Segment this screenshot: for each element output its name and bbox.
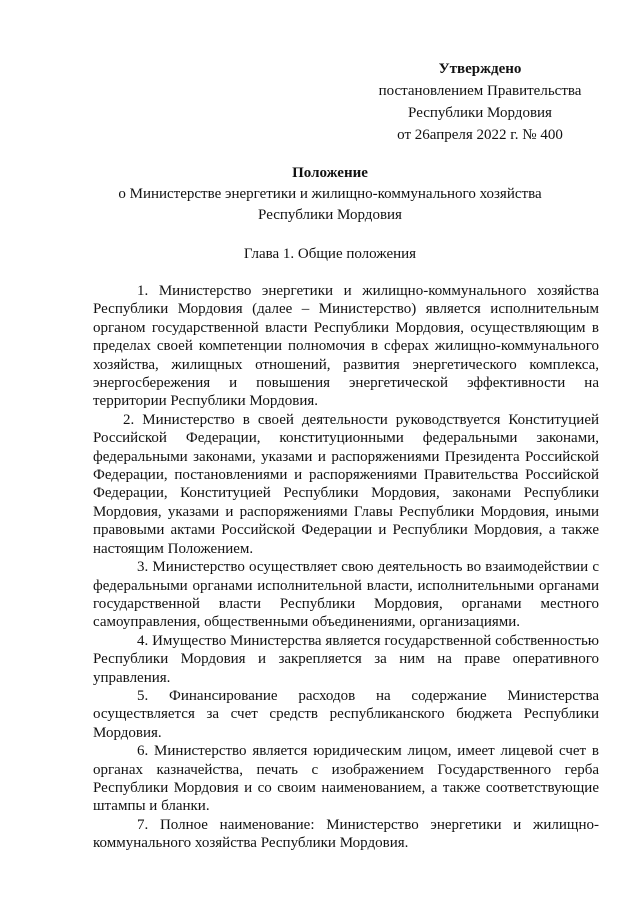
- approval-line-3: от 26апреля 2022 г. № 400: [397, 127, 563, 143]
- approval-title: Утверждено: [438, 61, 522, 77]
- approval-line-2: Республики Мордовия: [408, 105, 552, 121]
- document-body: [93, 282, 599, 853]
- chapter-heading: Глава 1. Общие положения: [243, 246, 417, 262]
- paragraph-7: 7. Полное наименование: Министерство энергетики и жилищно-коммунального хозяйства Республики Мордовия.: [93, 816, 599, 852]
- paragraph-2: 2. Министерство в своей деятельности руководствуется Конституцией Российской Федерации, конституционными федеральными законами, федеральными законами, указами и распоряжениями Президента Российской Федерации, постановлениями и распоряжениями Правительства Российской Федерации, Конституцией Республики Мордовия, законами Республики Мордовия, указами и распоряжениями Главы Республики Мордовия, иными правовыми актами Российской Федерации и Республики Мордовия, а также настоящим Положением.: [93, 411, 599, 557]
- paragraph-6: 6. Министерство является юридическим лицом, имеет лицевой счет в органах казначейства, печать с изображением Государственного герба Республики Мордовия и со своим наименованием, а также соответствующие штампы и бланки.: [93, 743, 599, 815]
- approval-stamp: [340, 58, 620, 146]
- document-title: Положение: [292, 165, 368, 181]
- paragraph-5: 5. Финансирование расходов на содержание Министерства осуществляется за счет средств республиканского бюджета Республики Мордовия.: [93, 687, 599, 741]
- paragraph-1: 1. Министерство энергетики и жилищно-коммунального хозяйства Республики Мордовия (далее – Министерство) является исполнительным органом государственной власти Республики Мордовия, осуществляющим в пределах своей компетенции полномочия в сферах жилищно-коммунального хозяйства, жилищных отношений, развития энергетического комплекса, энергосбережения и повышения энергетической эффективности на территории Республики Мордовия.: [93, 283, 599, 410]
- document-subtitle-line-2: Республики Мордовия: [258, 207, 402, 223]
- paragraph-3: 3. Министерство осуществляет свою деятельность во взаимодействии с федеральными органами исполнительной власти, исполнительными органами государственной власти Республики Мордовия, органами местного самоуправления, общественными объединениями, организациями.: [93, 559, 599, 631]
- approval-line-1: постановлением Правительства: [378, 83, 582, 99]
- paragraph-4: 4. Имущество Министерства является государственной собственностью Республики Мордовия и закрепляется за ним на праве оперативного управления.: [93, 632, 599, 686]
- document-subtitle-line-1: о Министерстве энергетики и жилищно-коммунального хозяйства: [118, 186, 542, 202]
- document-title-block: [60, 163, 600, 226]
